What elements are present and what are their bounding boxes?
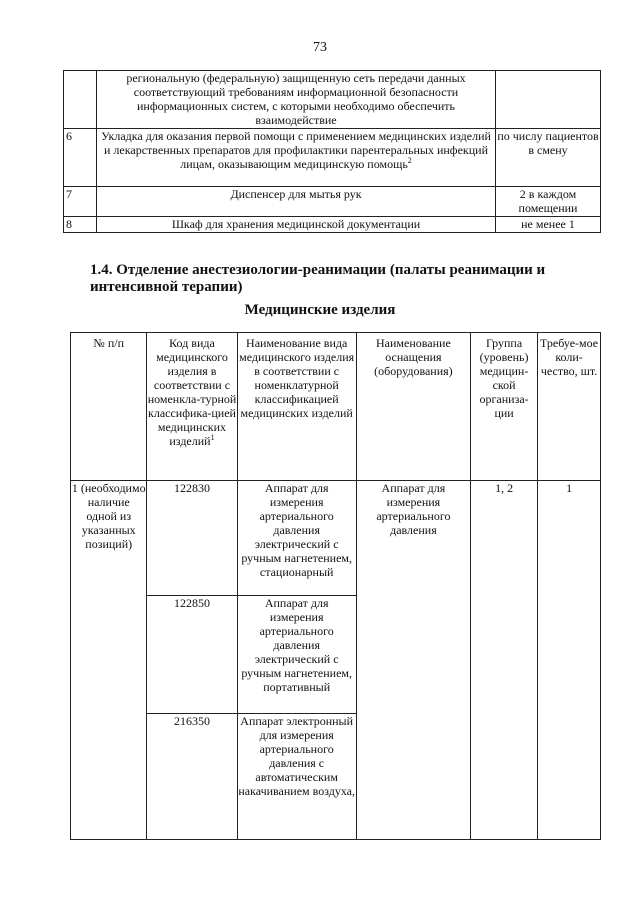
row-description-text: Укладка для оказания первой помощи с применением медицинских изделий и лекарственных препаратов для профилактики парентеральных инфекций лицам, оказывающим медицинскую помощь bbox=[101, 129, 491, 171]
cell-num: 1 (необходимо наличие одной из указанных позиций) bbox=[71, 481, 147, 840]
cell-name: Аппарат электронный для измерения артериального давления с автоматическим накачиванием воздуха, bbox=[237, 714, 356, 840]
table-row bbox=[64, 129, 601, 187]
row-number: 7 bbox=[64, 187, 97, 217]
row-description bbox=[97, 129, 496, 187]
header-group: Группа (уровень) медицин-ской организа-ции bbox=[471, 333, 538, 481]
page-number: 73 bbox=[313, 40, 327, 55]
cell-name: Аппарат для измерения артериального давления электрический с ручным нагнетением, стационарный bbox=[237, 481, 356, 596]
row-number: 6 bbox=[64, 129, 97, 187]
row-value bbox=[496, 71, 601, 129]
row-number bbox=[64, 71, 97, 129]
row-value: 2 в каждом помещении bbox=[496, 187, 601, 217]
cell-code: 122830 bbox=[147, 481, 237, 596]
row-description: Диспенсер для мытья рук bbox=[97, 187, 496, 217]
header-name: Наименование вида медицинского изделия в соответствии с номенклатурной классификацией медицинских изделий bbox=[237, 333, 356, 481]
cell-code: 122850 bbox=[147, 596, 237, 714]
header-equipment: Наименование оснащения (оборудования) bbox=[356, 333, 470, 481]
table-row bbox=[64, 187, 601, 217]
table-header-row bbox=[71, 333, 601, 481]
footnote-marker: 2 bbox=[407, 156, 412, 165]
cell-name: Аппарат для измерения артериального давления электрический с ручным нагнетением, портативный bbox=[237, 596, 356, 714]
section-heading: 1.4. Отделение анестезиологии-реанимации (палаты реанимации и интенсивной терапии) bbox=[90, 262, 546, 295]
cell-qty: 1 bbox=[538, 481, 601, 840]
table-row bbox=[71, 481, 601, 596]
footnote-marker: 1 bbox=[210, 433, 215, 442]
header-code bbox=[147, 333, 237, 481]
cell-code: 216350 bbox=[147, 714, 237, 840]
header-num: № п/п bbox=[71, 333, 147, 481]
medical-devices-table bbox=[70, 332, 601, 840]
table-row bbox=[64, 217, 601, 233]
row-value: не менее 1 bbox=[496, 217, 601, 233]
row-description: Шкаф для хранения медицинской документации bbox=[97, 217, 496, 233]
row-value: по числу пациентов в смену bbox=[496, 129, 601, 187]
header-code-text: Код вида медицинского изделия в соответствии с номенкла-турной классифика-цией медицинских изделий bbox=[147, 336, 237, 448]
table-row bbox=[64, 71, 601, 129]
header-qty: Требуе-мое коли-чество, шт. bbox=[538, 333, 601, 481]
cell-group: 1, 2 bbox=[471, 481, 538, 840]
row-description: региональную (федеральную) защищенную сеть передачи данных соответствующий требованиям информационной безопасности информационных систем, с которыми необходимо обеспечить взаимодействие bbox=[97, 71, 496, 129]
row-number: 8 bbox=[64, 217, 97, 233]
top-table bbox=[63, 70, 601, 233]
cell-equipment: Аппарат для измерения артериального давления bbox=[356, 481, 470, 840]
subheading: Медицинские изделия bbox=[244, 302, 396, 318]
